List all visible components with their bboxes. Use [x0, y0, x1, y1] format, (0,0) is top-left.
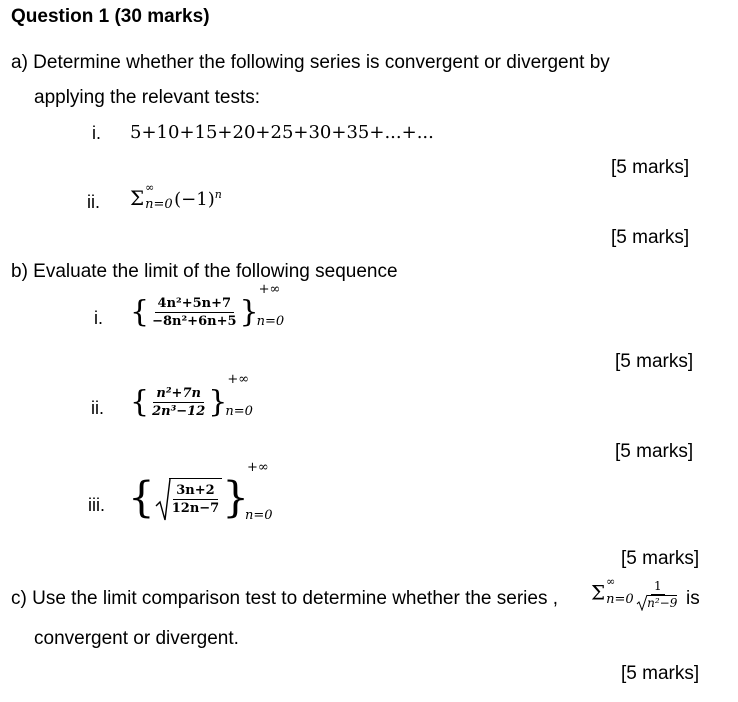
- sequence-lower-limit: n=0: [225, 404, 253, 419]
- fraction-numerator: n²+7n: [153, 386, 204, 403]
- part-b-item-ii-marks: [5 marks]: [615, 441, 694, 462]
- sequence-lower-limit: n=0: [256, 314, 285, 329]
- part-a-item-i-series: 5+10+15+20+25+30+35+...+...: [130, 122, 434, 143]
- part-a-item-i-marks: [5 marks]: [611, 157, 690, 178]
- sigma-lower-limit: n=0: [145, 197, 173, 212]
- fraction-denominator: 2n³−12: [152, 403, 206, 419]
- question-title: Question 1 (30 marks): [11, 6, 210, 27]
- sequence-lower-limit: n=0: [244, 508, 273, 523]
- part-a-instruction: a) Determine whether the following series is convergent or divergent by: [11, 52, 610, 73]
- part-a-item-ii-marks: [5 marks]: [611, 227, 690, 248]
- sigma-lower-limit: n=0: [606, 591, 634, 607]
- part-b-item-ii-label: ii.: [91, 398, 104, 418]
- square-root: [155, 478, 222, 516]
- series-term: (−1): [174, 189, 215, 210]
- fraction-denominator: 12n−7: [171, 501, 220, 516]
- fraction-denominator: −8n²+6n+5: [152, 313, 237, 329]
- part-b-item-iii-marks: [5 marks]: [621, 548, 700, 569]
- part-a-item-i-label: i.: [92, 123, 101, 143]
- part-c-series: [591, 574, 680, 610]
- part-b-item-iii-label: iii.: [88, 495, 105, 515]
- sequence-upper-limit: +∞: [246, 460, 269, 475]
- sequence-upper-limit: +∞: [227, 372, 250, 387]
- part-b-item-iii-sequence: { $\frac{3n+2}{12n-7}$ } +∞ n=0: [128, 460, 273, 523]
- part-b-item-ii-sequence: { $\frac{\text{n²+7n}}{\text{2n³−12}}$ } +∞ n=0: [130, 372, 253, 420]
- sigma-symbol: Σ: [591, 580, 606, 605]
- radical-sign-icon: [636, 594, 648, 611]
- part-c-instruction: c) Use the limit comparison test to determine whether the series ,: [11, 588, 559, 609]
- fraction-numerator: 1: [651, 579, 665, 595]
- series-exponent: n: [214, 188, 222, 201]
- part-c-marks: [5 marks]: [621, 663, 700, 684]
- part-b-item-i-sequence: { $\frac{\text{4n²+5n+7}}{\text{−8n²+6n+5}}$ } +∞ n=0: [130, 282, 285, 330]
- radical-sign-icon: [155, 478, 171, 522]
- part-b-item-i-marks: [5 marks]: [615, 351, 694, 372]
- fraction-numerator: 4n²+5n+7: [155, 296, 235, 313]
- part-a-item-ii-series: [130, 181, 222, 212]
- fraction-denominator: n²−9: [647, 596, 678, 610]
- part-b-instruction: b) Evaluate the limit of the following sequence: [11, 261, 398, 282]
- part-c-instruction-end: is: [686, 588, 700, 609]
- part-c-instruction-cont: convergent or divergent.: [34, 628, 239, 649]
- sequence-upper-limit: +∞: [258, 282, 281, 297]
- sigma-symbol: Σ: [130, 186, 145, 210]
- sigma-upper-limit: ∞: [145, 181, 155, 194]
- part-a-instruction-cont: applying the relevant tests:: [34, 87, 261, 108]
- part-a-item-ii-label: ii.: [87, 192, 100, 212]
- part-b-item-i-label: i.: [94, 308, 103, 328]
- sigma-upper-limit: ∞: [606, 574, 616, 588]
- fraction-numerator: 3n+2: [173, 483, 217, 500]
